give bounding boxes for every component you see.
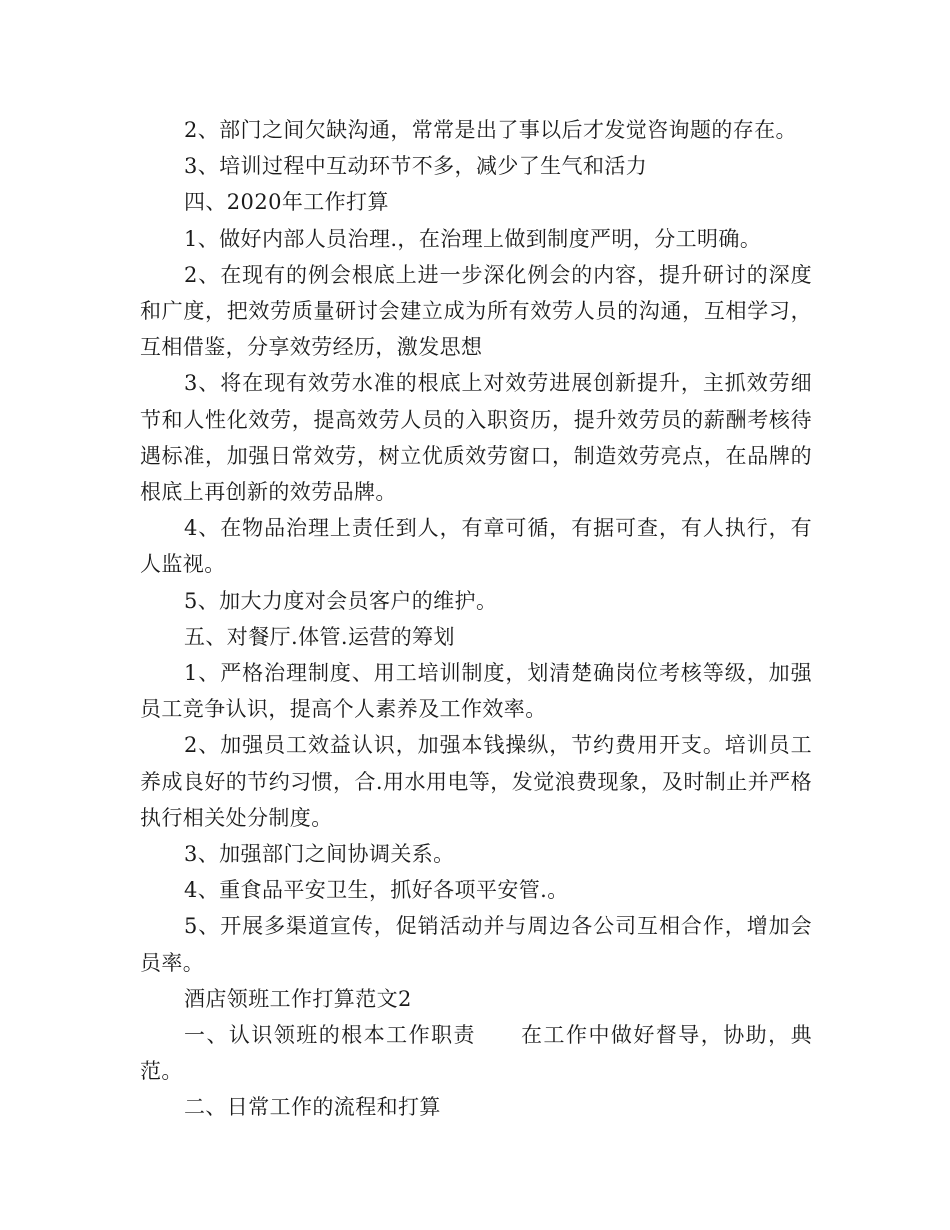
- paragraph-5: 3、将在现有效劳水准的根底上对效劳进展创新提升，主抓效劳细节和人性化效劳，提高效劳人员的入职资历，提升效劳员的薪酬考核待遇标准，加强日常效劳，树立优质效劳窗口，制造效劳亮点，在品牌的根底上再创新的效劳品牌。: [140, 371, 812, 505]
- paragraph-7: 5、加大力度对会员客户的维护。: [184, 588, 498, 613]
- paragraph-3: 1、做好内部人员治理.，在治理上做到制度严明，分工明确。: [184, 226, 762, 251]
- paragraph-10: 3、加强部门之间协调关系。: [184, 842, 455, 867]
- section-heading-daily: 二、日常工作的流程和打算: [184, 1095, 441, 1120]
- paragraph-9: 2、加强员工效益认识，加强本钱操纵，节约费用开支。培训员工养成良好的节约习惯，合.用水用电等，发觉浪费现象，及时制止并严格执行相关处分制度。: [140, 733, 812, 830]
- duty-text: 在工作中做好督导，协助，典范。: [140, 1023, 812, 1084]
- paragraph-8: 1、严格治理制度、用工培训制度，划清楚确岗位考核等级，加强员工竞争认识，提高个人素养及工作效率。: [140, 661, 812, 722]
- duty-heading: 一、认识领班的根本工作职责: [184, 1023, 476, 1048]
- document-page: [140, 112, 812, 1126]
- paragraph-4: 2、在现有的例会根底上进一步深化例会的内容，提升研讨的深度和广度，把效劳质量研讨会建立成为所有效劳人员的沟通，互相学习，互相借鉴，分享效劳经历，激发思想: [140, 262, 812, 360]
- duty-paragraph: [140, 1017, 812, 1089]
- paragraph-6: 4、在物品治理上责任到人，有章可循，有据可查，有人执行，有人监视。: [140, 516, 812, 577]
- section-heading-5: 五、对餐厅.体管.运营的筹划: [184, 624, 455, 649]
- paragraph-2: 3、培训过程中互动环节不多，减少了生气和活力: [184, 154, 648, 179]
- paragraph-1: 2、部门之间欠缺沟通，常常是出了事以后才发觉咨询题的存在。: [184, 118, 797, 142]
- sample-title: 酒店领班工作打算范文2: [184, 986, 412, 1011]
- section-heading-4: 四、2020年工作打算: [184, 190, 389, 215]
- paragraph-11: 4、重食品平安卫生，抓好各项平安管.。: [184, 878, 569, 903]
- paragraph-12: 5、开展多渠道宣传，促销活动并与周边各公司互相合作，增加会员率。: [140, 914, 812, 975]
